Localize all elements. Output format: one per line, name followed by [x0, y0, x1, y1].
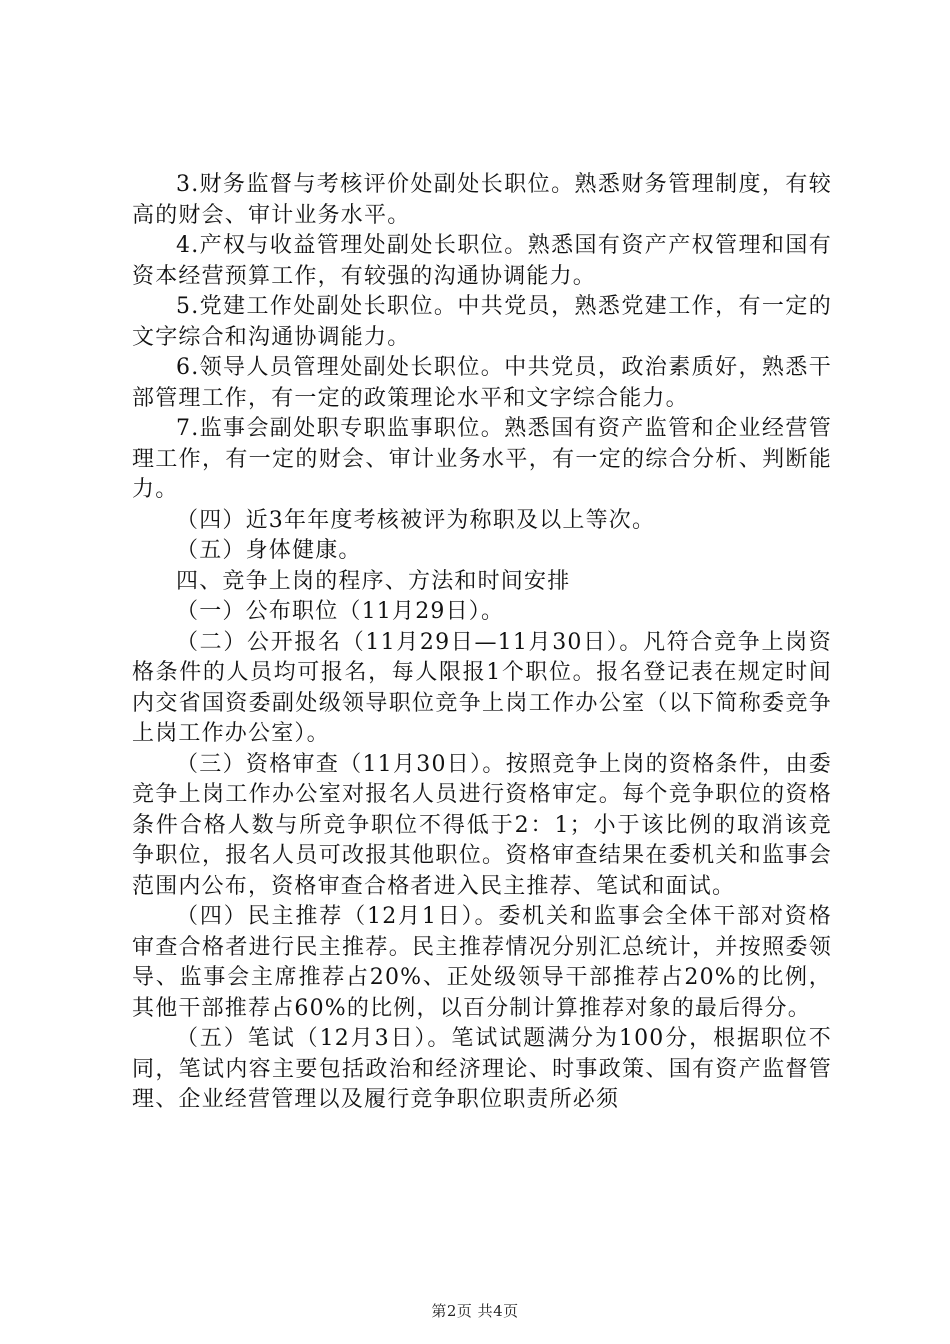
paragraph-condition-4: （四）近3年年度考核被评为称职及以上等次。 [176, 507, 656, 533]
paragraph-step-1: （一）公布职位（11月29日）。 [176, 599, 505, 624]
paragraph-step-3: （三）资格审查（11月30日）。按照竞争上岗的资格条件，由委竞争上岗工作办公室对报名人员进行资格审定。每个竞争职位的资格条件合格人数与所竞争职位不得低于2：1；小于该比例的取消该竞争职位，报名人员可改报其他职位。资格审查结果在委机关和监事会范围内公布，资格审查合格者进入民主推荐、笔试和面试。 [132, 751, 832, 899]
paragraph-step-5: （五）笔试（12月3日）。笔试试题满分为100分，根据职位不同，笔试内容主要包括政治和经济理论、时事政策、国有资产监督管理、企业经营管理以及履行竞争职位职责所必须 [132, 1026, 832, 1112]
paragraph-position-3: 3.财务监督与考核评价处副处长职位。熟悉财务管理制度，有较高的财会、审计业务水平。 [132, 172, 832, 228]
paragraph-step-4: （四）民主推荐（12月1日）。委机关和监事会全体干部对资格审查合格者进行民主推荐。民主推荐情况分别汇总统计，并按照委领导、监事会主席推荐占20%、正处级领导干部推荐占20%的比例，其他干部推荐占60%的比例，以百分制计算推荐对象的最后得分。 [132, 904, 832, 1021]
paragraph-position-7: 7.监事会副处职专职监事职位。熟悉国有资产监管和企业经营管理工作，有一定的财会、审计业务水平，有一定的综合分析、判断能力。 [132, 416, 832, 502]
paragraph-position-4: 4.产权与收益管理处副处长职位。熟悉国有资产产权管理和国有资本经营预算工作，有较强的沟通协调能力。 [132, 233, 832, 289]
page-footer: 第2页 共4页 [431, 1302, 519, 1320]
document-body [132, 170, 832, 1116]
paragraph-position-6: 6.领导人员管理处副处长职位。中共党员，政治素质好，熟悉干部管理工作，有一定的政策理论水平和文字综合能力。 [132, 355, 832, 411]
section-heading-procedure: 四、竞争上岗的程序、方法和时间安排 [176, 568, 571, 594]
paragraph-position-5: 5.党建工作处副处长职位。中共党员，熟悉党建工作，有一定的文字综合和沟通协调能力。 [132, 294, 832, 350]
paragraph-step-2: （二）公开报名（11月29日—11月30日）。凡符合竞争上岗资格条件的人员均可报名，每人限报1个职位。报名登记表在规定时间内交省国资委副处级领导职位竞争上岗工作办公室（以下简称委竞争上岗工作办公室）。 [132, 629, 832, 746]
paragraph-condition-5: （五）身体健康。 [176, 538, 362, 563]
